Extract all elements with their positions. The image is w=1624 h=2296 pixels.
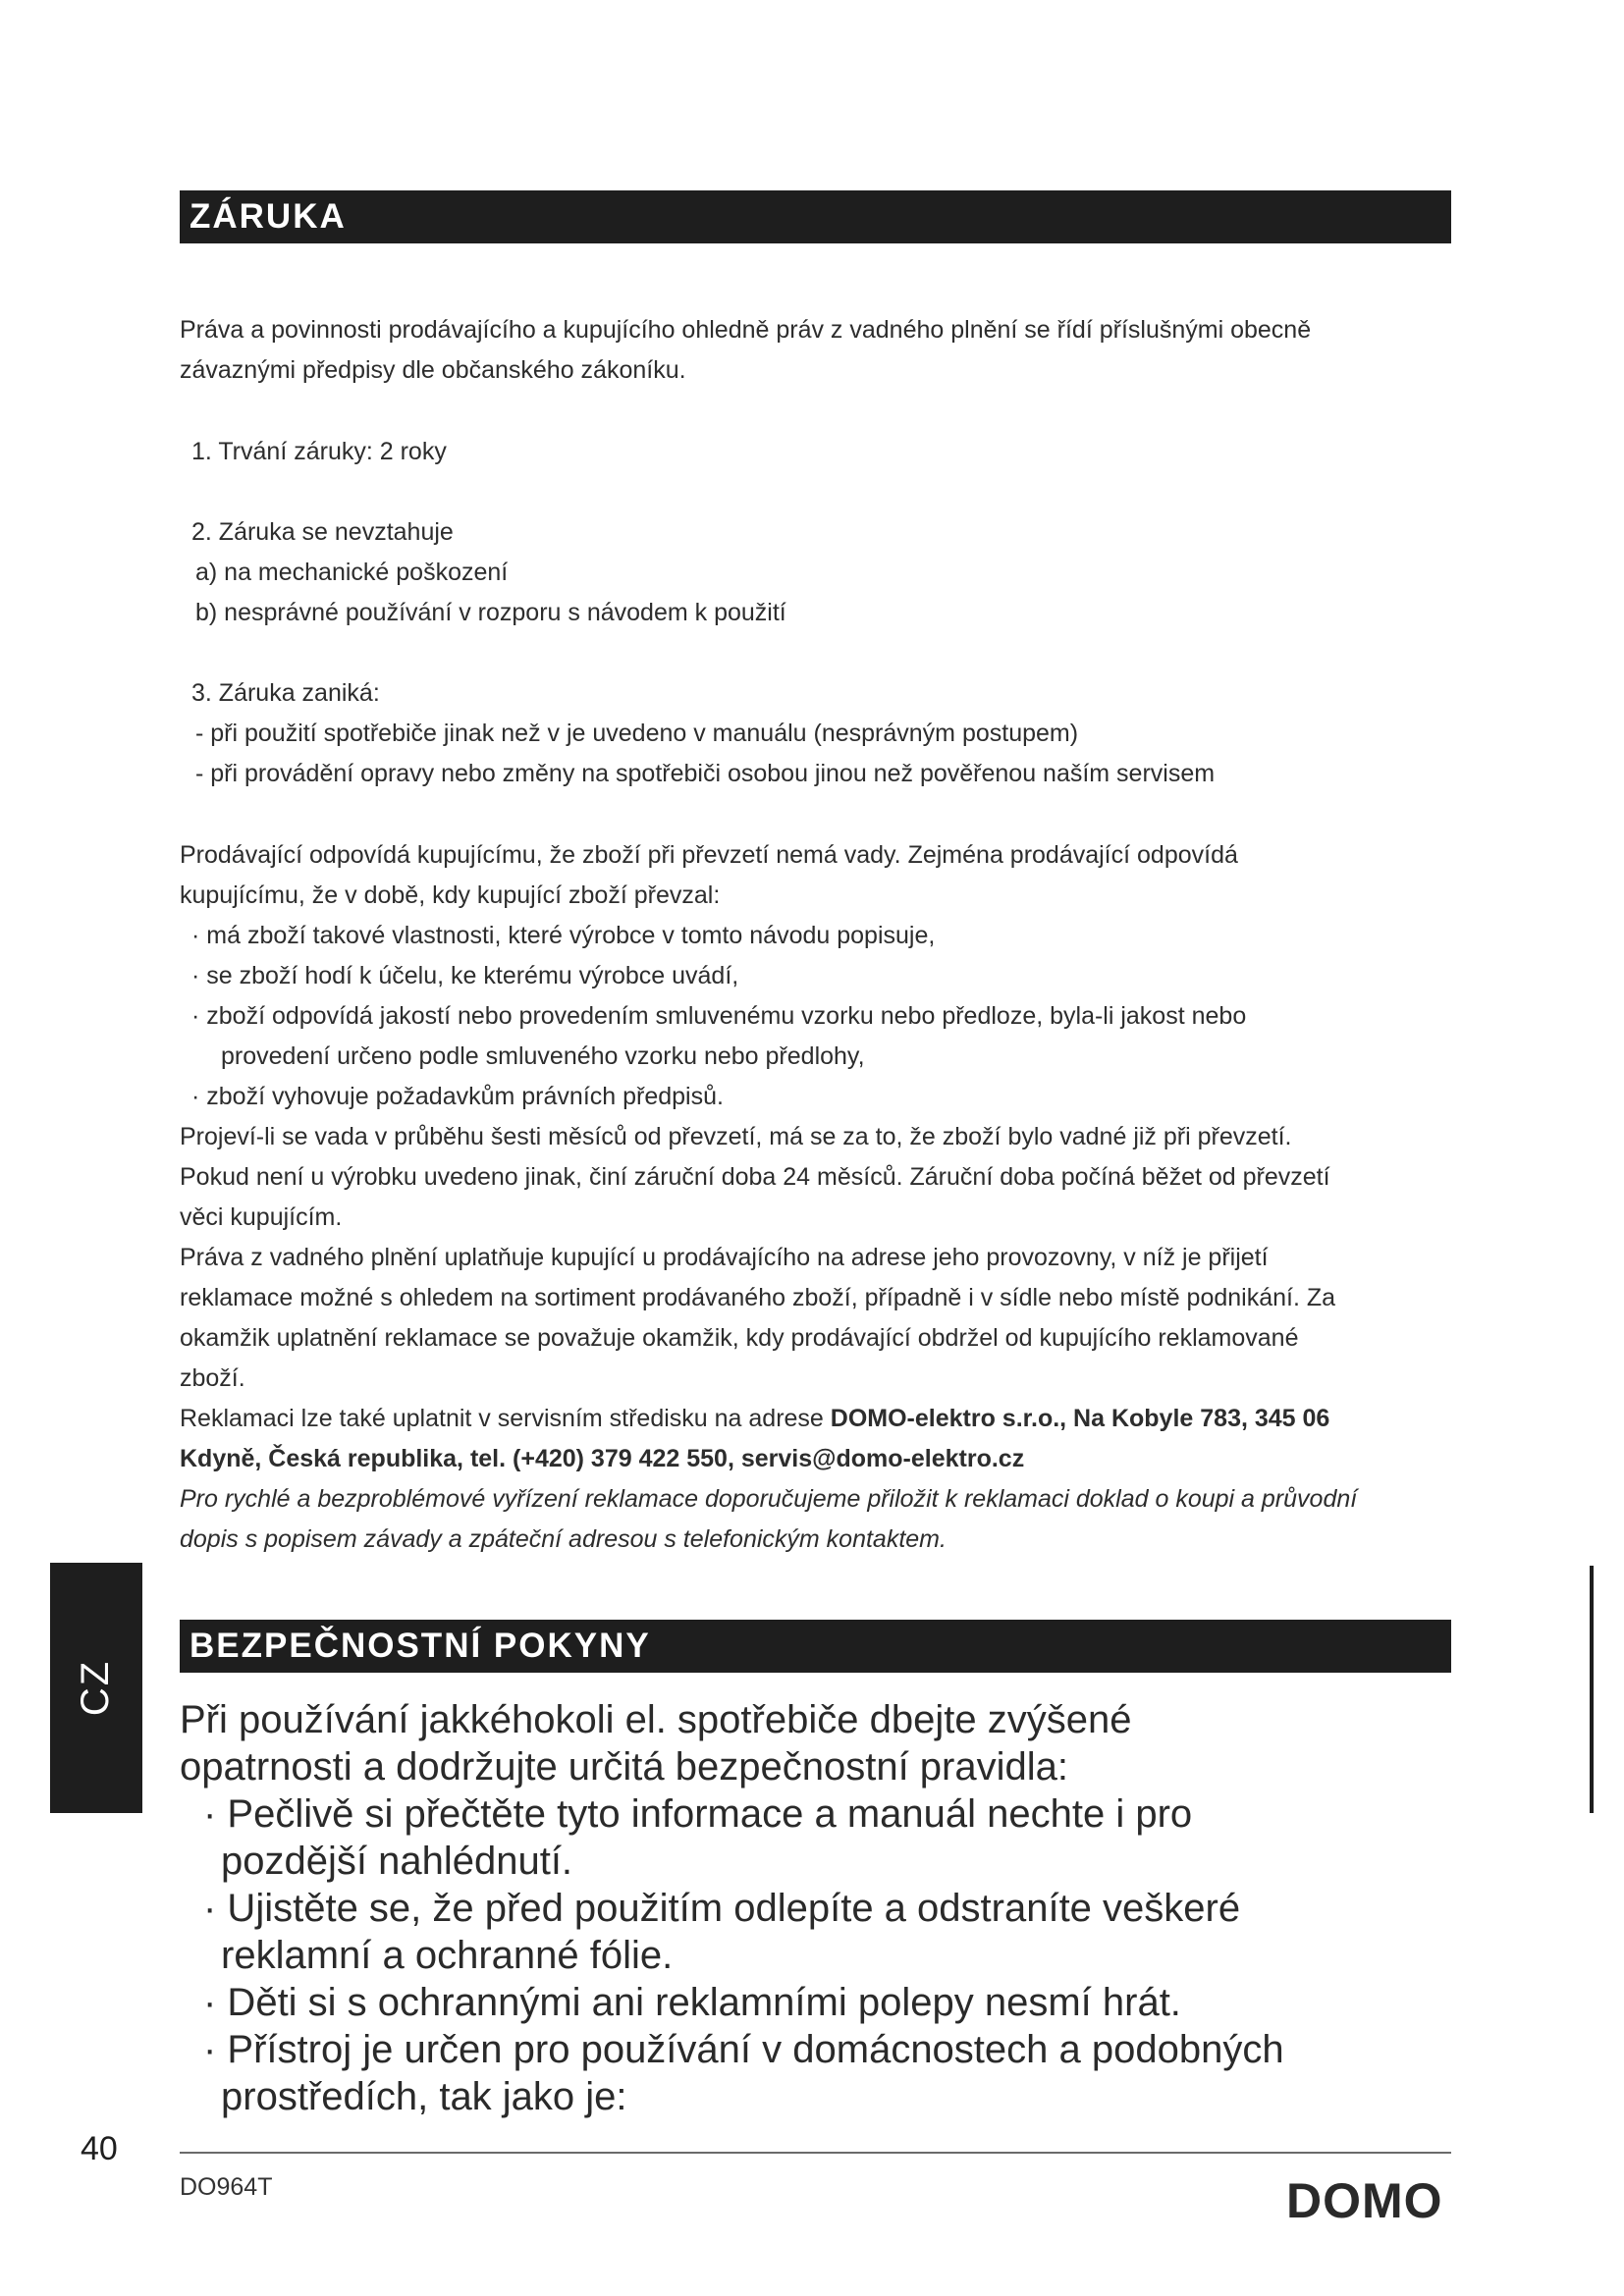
page-number: 40 — [81, 2130, 118, 2167]
brand-logo: DOMO — [1286, 2173, 1443, 2228]
list-item: · zboží vyhovuje požadavkům právních předpisů. — [191, 1083, 724, 1110]
language-tab: CZ — [50, 1563, 142, 1813]
section-heading-safety: BEZPEČNOSTNÍ POKYNY — [180, 1620, 1451, 1673]
list-item: · Ujistěte se, že před použitím odlepíte a odstraníte veškeré — [203, 1887, 1241, 1930]
list-item: · Pečlivě si přečtěte tyto informace a manuál nechte i pro — [203, 1792, 1193, 1836]
footer-divider — [180, 2152, 1451, 2154]
list-item: · Přístroj je určen pro používání v domácnostech a podobných — [203, 2028, 1284, 2071]
list-item: · se zboží hodí k účelu, ke kterému výrobce uvádí, — [191, 962, 739, 989]
warranty-item-2: 2. Záruka se nevztahuje a) na mechanické poškození b) nesprávné používání v rozporu s návodem k použití — [191, 518, 786, 626]
model-number: DO964T — [180, 2173, 273, 2201]
service-address: Reklamaci lze také uplatnit v servisním středisku na adrese DOMO-elektro s.r.o., Na Kobyle 783, 345 06 — [180, 1405, 1330, 1432]
list-item: · má zboží takové vlastnosti, které výrobce v tomto návodu popisuje, — [191, 922, 936, 949]
warranty-intro: Práva a povinnosti prodávajícího a kupujícího ohledně práv z vadného plnění se řídí příslušnými obecně závaznými předpisy dle občanského zákoníku. — [180, 316, 1312, 384]
list-item: · Děti si s ochrannými ani reklamními polepy nesmí hrát. — [203, 1981, 1181, 2024]
list-item: · zboží odpovídá jakostí nebo provedením smluvenému vzorku nebo předloze, byla-li jakost nebo — [191, 1002, 1247, 1030]
section-heading-warranty: ZÁRUKA — [180, 190, 1451, 243]
warranty-item-3: 3. Záruka zaniká: - při použití spotřebiče jinak než v je uvedeno v manuálu (nesprávným postupem) - při provádění opravy nebo změny na spotřebiči osobou jinou než pověřenou naším servisem — [191, 679, 1216, 787]
warranty-seller-liability: Prodávající odpovídá kupujícímu, že zboží při převzetí nemá vady. Zejména prodávající odpovídá kupujícímu, že v době, kdy kupující zboží převzal: · má zboží takové vlastnosti, které výrobce v tomto návodu popisuje, · se zboží hodí k účelu, ke kterému výrobce uvádí, · zboží odpovídá jakostí nebo provedením smluvenému vzorku nebo předloze, byla-li jakost nebo provedení určeno podle smluveného vzorku nebo předlohy, · zboží vyhovuje požadavkům právních předpisů. Projeví-li se vada v průběhu šesti měsíců od převzetí, má se za to, že zboží bylo vadné již při převzetí. Pokud není u výrobku uvedeno jinak, činí záruční doba 24 měsíců. Záruční doba počíná běžet od převzetí věci kupujícím. Práva z vadného plnění uplatňuje kupující u prodávajícího na adrese jeho provozovny, v níž je přijetí reklamace možné s ohledem na sortiment prodávaného zboží, případně i v sídle nebo místě podnikání. Za okamžik uplatnění reklamace se považuje okamžik, kdy prodávající obdržel od kupujícího reklamované zboží. Reklamaci lze také uplatnit v servisním středisku na adrese DOMO-elektro s.r.o., Na Kobyle 783, 345 06 Kdyně, Česká republika, tel. (+420) 379 422 550, servis@domo-elektro.cz Pro rychlé a bezproblémové vyřízení reklamace doporučujeme přiložit k reklamaci doklad o koupi a průvodní dopis s popisem závady a zpáteční adresou s telefonickým kontaktem. — [180, 835, 1451, 1560]
margin-marker — [1590, 1566, 1594, 1813]
safety-instructions: Při používání jakkéhokoli el. spotřebiče dbejte zvýšené opatrnosti a dodržujte určitá bezpečnostní pravidla: · Pečlivě si přečtěte tyto informace a manuál nechte i pro pozdější nahlédnutí. · Ujistěte se, že před použitím odlepíte a odstraníte veškeré reklamní a ochranné fólie. · Děti si s ochrannými ani reklamními polepy nesmí hrát. · Přístroj je určen pro používání v domácnostech a podobných prostředích, tak jako je: — [180, 1696, 1451, 2120]
warranty-item-1: 1. Trvání záruky: 2 roky — [191, 438, 447, 465]
